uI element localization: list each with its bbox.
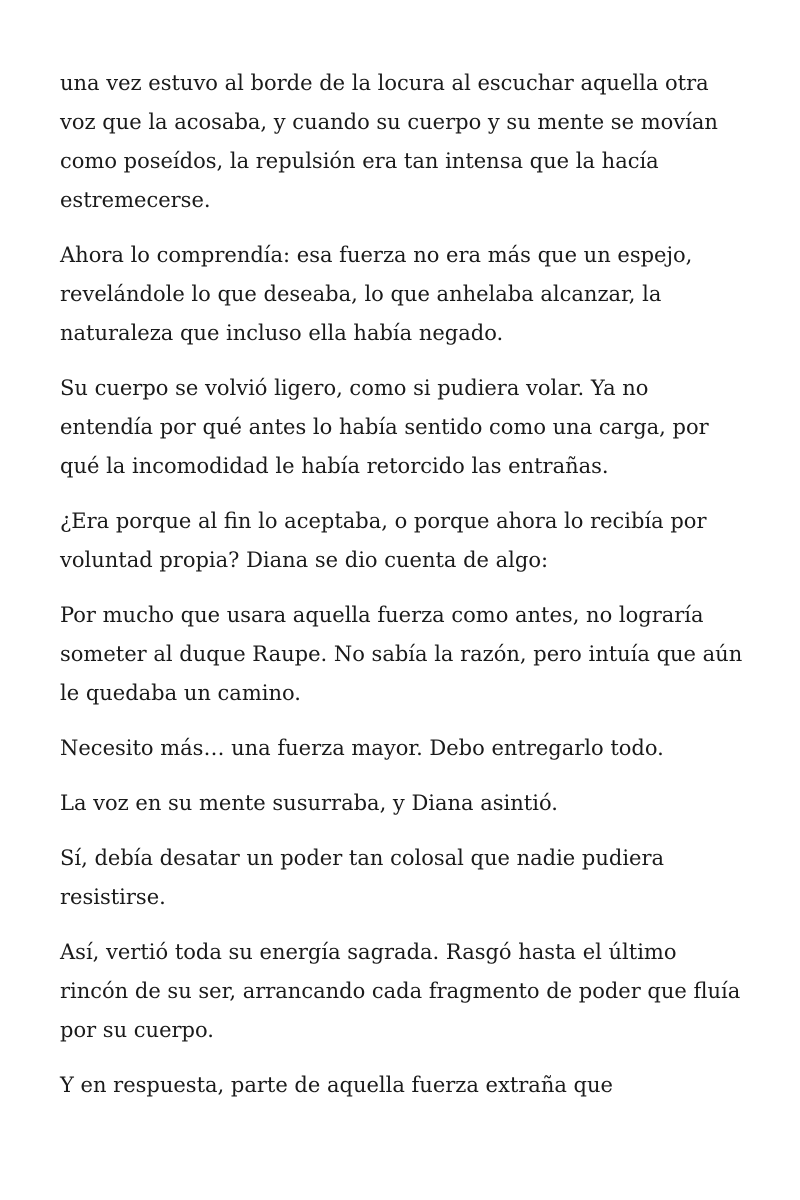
paragraph: una vez estuvo al borde de la locura al escuchar aquella otra voz que la acosaba, y cuando su cuerpo y su mente se movían como poseídos, la repulsión era tan intensa que la hacía estremecerse.: [60, 71, 718, 212]
paragraph: Su cuerpo se volvió ligero, como si pudiera volar. Ya no entendía por qué antes lo había sentido como una carga, por qué la incomodidad le había retorcido las entrañas.: [60, 376, 709, 478]
paragraph: ¿Era porque al fin lo aceptaba, o porque ahora lo recibía por voluntad propia? Diana se dio cuenta de algo:: [60, 509, 707, 572]
paragraph: Por mucho que usara aquella fuerza como antes, no lograría someter al duque Raupe. No sabía la razón, pero intuía que aún le quedaba un camino.: [60, 603, 743, 705]
paragraph: La voz en su mente susurraba, y Diana asintió.: [60, 791, 558, 815]
paragraph: Necesito más… una fuerza mayor. Debo entregarlo todo.: [60, 736, 664, 760]
paragraph: Ahora lo comprendía: esa fuerza no era más que un espejo, revelándole lo que deseaba, lo que anhelaba alcanzar, la naturaleza que incluso ella había negado.: [60, 243, 693, 345]
paragraph: Así, vertió toda su energía sagrada. Rasgó hasta el último rincón de su ser, arrancando cada fragmento de poder que fluía por su cuerpo.: [60, 940, 741, 1042]
paragraph: Y en respuesta, parte de aquella fuerza extraña que: [60, 1073, 613, 1097]
paragraph: Sí, debía desatar un poder tan colosal que nadie pudiera resistirse.: [60, 846, 665, 909]
